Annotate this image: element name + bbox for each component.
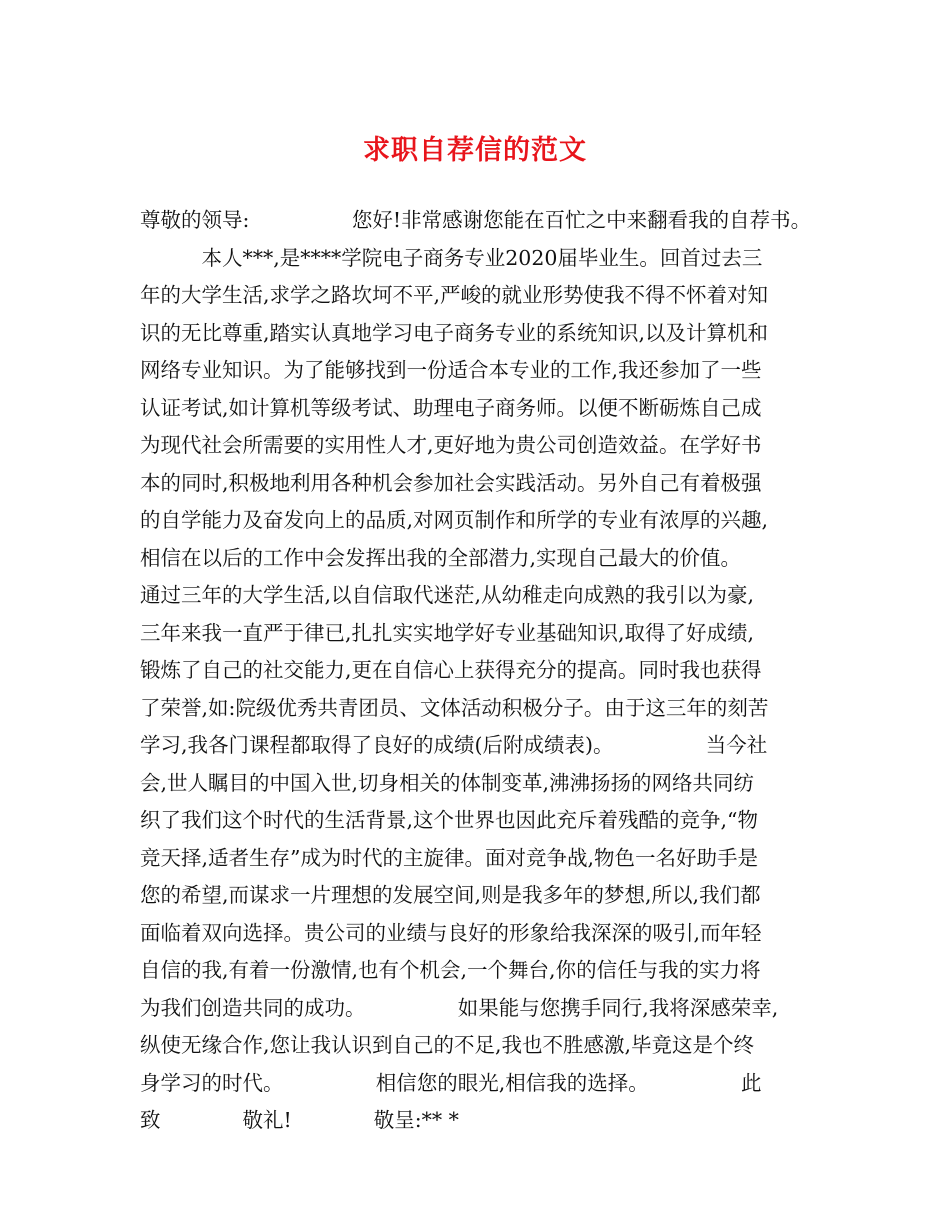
text-line: 本的同时,积极地利用各种机会参加社会实践活动。另外自己有着极强: [140, 470, 762, 495]
text-line: 通过三年的大学生活,以自信取代迷茫,从幼稚走向成熟的我引以为豪,: [140, 583, 755, 607]
text-line: 锻炼了自己的社交能力,更在自信心上获得充分的提高。同时我也获得: [140, 658, 762, 682]
text-line: 了荣誉,如:院级优秀共青团员、文体活动积极分子。由于这三年的刻苦: [140, 695, 769, 720]
text-line: 尊敬的领导: 您好!非常感谢您能在百忙之中来翻看我的自荐书。: [140, 208, 812, 232]
text-line: 织了我们这个时代的生活背景,这个世界也因此充斥着残酷的竞争,“物: [140, 808, 759, 832]
text-line: 纵使无缘合作,您让我认识到自己的不足,我也不胜感激,毕竟这是个终: [140, 1033, 755, 1057]
text-line: 会,世人瞩目的中国入世,切身相关的体制变革,沸沸扬扬的网络共同纺: [140, 770, 755, 795]
text-line: 面临着双向选择。贵公司的业绩与良好的形象给我深深的吸引,而年轻: [140, 920, 762, 945]
text-line: 您的希望,而谋求一片理想的发展空间,则是我多年的梦想,所以,我们都: [140, 883, 761, 907]
text-line: 为我们创造共同的成功。 如果能与您携手同行,我将深感荣幸,: [140, 995, 779, 1020]
text-line: 网络专业知识。为了能够找到一份适合本专业的工作,我还参加了一些: [140, 358, 762, 382]
text-line: 身学习的时代。 相信您的眼光,相信我的选择。 此: [140, 1070, 762, 1095]
text-line: 自信的我,有着一份激情,也有个机会,一个舞台,你的信任与我的实力将: [140, 958, 761, 982]
text-line: 为现代社会所需要的实用性人才,更好地为贵公司创造效益。在学好书: [140, 433, 762, 457]
text-line: 学习,我各门课程都取得了良好的成绩(后附成绩表)。 当今社: [140, 733, 768, 757]
text-line: 本人***,是****学院电子商务专业2020届毕业生。回首过去三: [140, 245, 763, 270]
text-line: 年的大学生活,求学之路坎坷不平,严峻的就业形势使我不得不怀着对知: [140, 283, 769, 307]
text-line: 竞天择,适者生存”成为时代的主旋律。面对竞争战,物色一名好助手是: [140, 845, 759, 870]
text-line: 相信在以后的工作中会发挥出我的全部潜力,实现自己最大的价值。: [140, 545, 742, 570]
text-line: 三年来我一直严于律已,扎扎实实地学好专业基础知识,取得了好成绩,: [140, 620, 755, 645]
text-line: 致 敬礼! 敬呈:** *: [140, 1108, 459, 1132]
text-line: 认证考试,如计算机等级考试、助理电子商务师。以便不断砺炼自己成: [140, 395, 762, 420]
letter-body: [140, 202, 820, 1140]
text-line: 识的无比尊重,踏实认真地学习电子商务专业的系统知识,以及计算机和: [140, 320, 769, 345]
text-line: 的自学能力及奋发向上的品质,对网页制作和所学的专业有浓厚的兴趣,: [140, 508, 769, 532]
page-title: 求职自荐信的范文: [363, 135, 587, 166]
